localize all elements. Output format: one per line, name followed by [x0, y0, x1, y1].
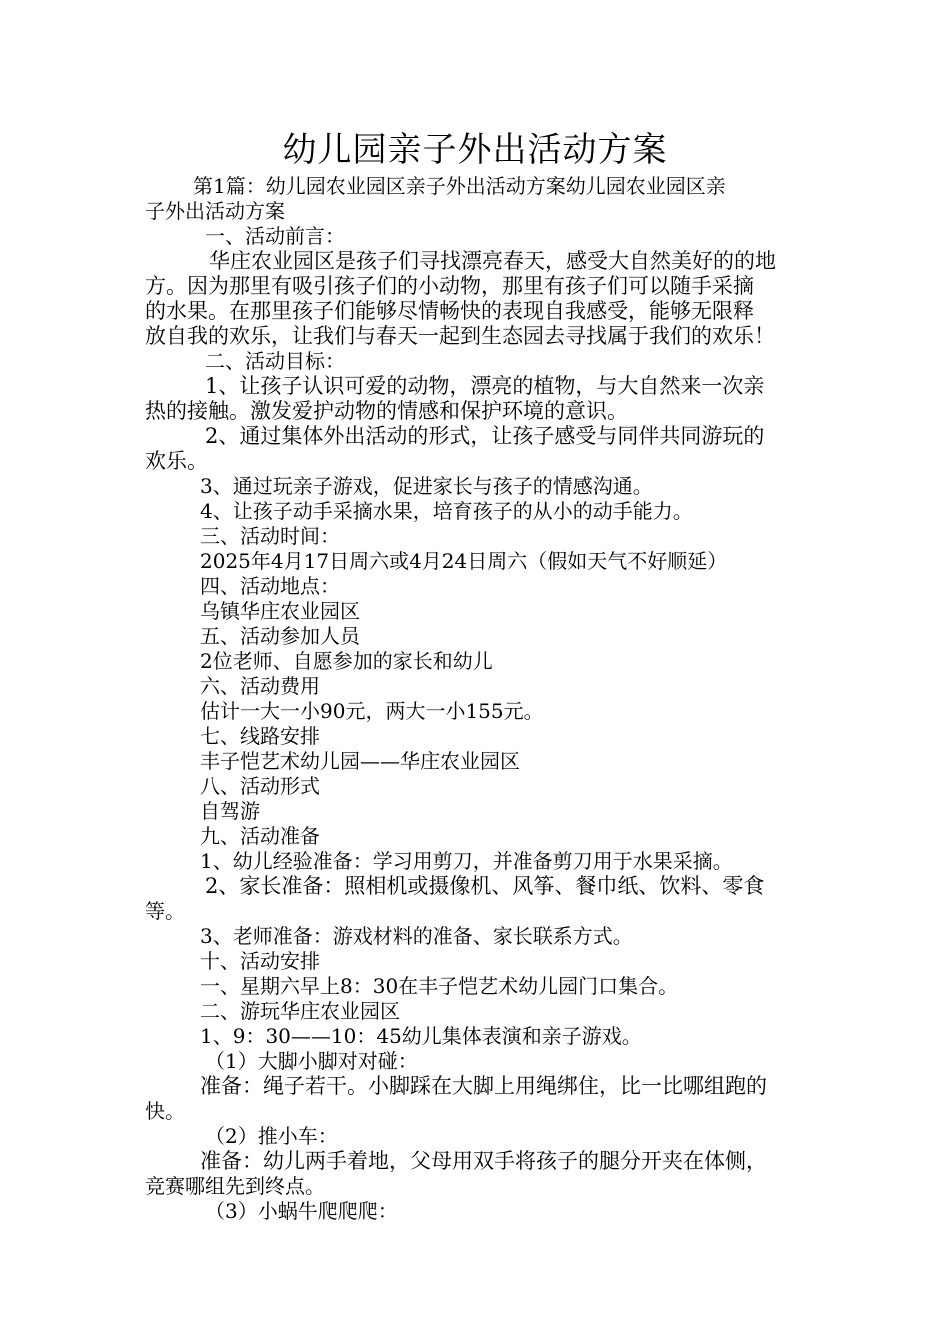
paragraph: 第1篇：幼儿园农业园区亲子外出活动方案幼儿园农业园区亲 — [193, 174, 726, 198]
paragraph: 2、家长准备：照相机或摄像机、风筝、餐巾纸、饮料、零食 — [205, 874, 765, 898]
section-heading: 四、活动地点： — [200, 574, 340, 598]
paragraph: 竞赛哪组先到终点。 — [145, 1174, 325, 1198]
paragraph: 2025年4月17日周六或4月24日周六（假如天气不好顺延） — [200, 549, 728, 573]
paragraph: （2）推小车： — [205, 1124, 338, 1148]
paragraph: 的水果。在那里孩子们能够尽情畅快的表现自我感受，能够无限释 — [145, 299, 754, 323]
paragraph: 华庄农业园区是孩子们寻找漂亮春天，感受大自然美好的的地 — [209, 249, 776, 273]
paragraph: 1、幼儿经验准备：学习用剪刀，并准备剪刀用于水果采摘。 — [200, 849, 733, 873]
section-heading: 八、活动形式 — [200, 774, 320, 798]
section-heading: 三、活动时间： — [200, 524, 340, 548]
paragraph: 方。因为那里有吸引孩子们的小动物，那里有孩子们可以随手采摘 — [145, 274, 754, 298]
paragraph: 估计一大一小90元，两大一小155元。 — [200, 699, 544, 723]
section-heading: 一、活动前言： — [205, 224, 345, 248]
paragraph: 3、老师准备：游戏材料的准备、家长联系方式。 — [200, 924, 633, 948]
paragraph: 准备：绳子若干。小脚踩在大脚上用绳绑住，比一比哪组跑的 — [200, 1074, 767, 1098]
section-heading: 九、活动准备 — [200, 824, 320, 848]
section-heading: 五、活动参加人员 — [200, 624, 360, 648]
section-heading: 二、活动目标： — [205, 349, 345, 373]
paragraph: 热的接触。激发爱护动物的情感和保护环境的意识。 — [145, 399, 628, 423]
paragraph: 1、让孩子认识可爱的动物，漂亮的植物，与大自然来一次亲 — [205, 374, 765, 398]
paragraph: 2位老师、自愿参加的家长和幼儿 — [200, 649, 493, 673]
paragraph: 丰子恺艺术幼儿园——华庄农业园区 — [200, 749, 520, 773]
paragraph: 一、星期六早上8：30在丰子恺艺术幼儿园门口集合。 — [200, 974, 679, 998]
paragraph: 快。 — [145, 1099, 185, 1123]
paragraph: 二、游玩华庄农业园区 — [200, 999, 400, 1023]
paragraph: 子外出活动方案 — [145, 199, 285, 223]
paragraph: 2、通过集体外出活动的形式，让孩子感受与同伴共同游玩的 — [205, 424, 765, 448]
paragraph: 欢乐。 — [145, 449, 208, 473]
section-heading: 六、活动费用 — [200, 674, 320, 698]
paragraph: 3、通过玩亲子游戏，促进家长与孩子的情感沟通。 — [200, 474, 653, 498]
paragraph: 1、9：30——10：45幼儿集体表演和亲子游戏。 — [200, 1024, 642, 1048]
section-heading: 七、线路安排 — [200, 724, 320, 748]
paragraph: （1）大脚小脚对对碰： — [205, 1049, 418, 1073]
document-body — [145, 174, 805, 1224]
paragraph: 4、让孩子动手采摘水果，培育孩子的从小的动手能力。 — [200, 499, 693, 523]
paragraph: 自驾游 — [200, 799, 260, 823]
paragraph: 乌镇华庄农业园区 — [200, 599, 360, 623]
paragraph: 放自我的欢乐，让我们与春天一起到生态园去寻找属于我们的欢乐！ — [145, 324, 775, 348]
paragraph: （3）小蜗牛爬爬爬： — [205, 1199, 398, 1223]
paragraph: 准备：幼儿两手着地，父母用双手将孩子的腿分开夹在体侧， — [200, 1149, 767, 1173]
paragraph: 等。 — [145, 899, 185, 923]
document-title: 幼儿园亲子外出活动方案 — [282, 130, 668, 170]
section-heading: 十、活动安排 — [200, 949, 320, 973]
